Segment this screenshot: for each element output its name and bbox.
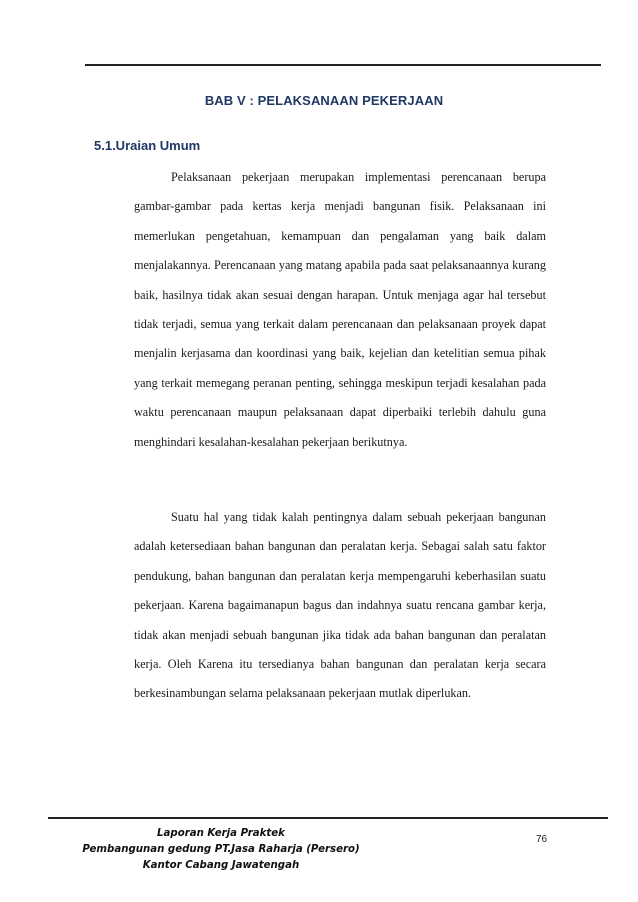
footer-line-2: Pembangunan gedung PT.Jasa Raharja (Persero) (82, 844, 360, 855)
footer-rule (48, 817, 608, 819)
header-rule (85, 64, 601, 66)
chapter-title: BAB V : PELAKSANAAN PEKERJAAN (204, 93, 444, 108)
paragraph-2-text: Suatu hal yang tidak kalah pentingnya dalam sebuah pekerjaan bangunan adalah ketersediaan bahan bangunan dan peralatan kerja. Sebagai salah satu faktor pendukung, bahan bangunan dan peralatan kerja mempengaruhi keberhasilan suatu pekerjaan. Karena bagaimanapun bagus dan indahnya suatu rencana gambar kerja, tidak akan menjadi sebuah bangunan jika tidak ada bahan bangunan dan peralatan kerja. Oleh Karena itu tersedianya bahan bangunan dan peralatan kerja secara berkesinambungan selama pelaksanaan pekerjaan mutlak diperlukan. (134, 510, 546, 701)
footer-line-1: Laporan Kerja Praktek (157, 828, 285, 839)
paragraph-1-text: Pelaksanaan pekerjaan merupakan implementasi perencanaan berupa gambar-gambar pada kertas kerja menjadi bangunan fisik. Pelaksanaan ini memerlukan pengetahuan, kemampuan dan pengalaman yang baik dalam menjalakannya. Perencanaan yang matang apabila pada saat pelaksanaannya kurang baik, hasilnya tidak akan sesuai dengan harapan. Untuk menjaga agar hal tersebut tidak terjadi, semua yang terkait dalam perencanaan dan pelaksanaan proyek dapat menjalin kerjasama dan koordinasi yang baik, kejelian dan ketelitian semua pihak yang terkait memegang peranan penting, sehingga meskipun terjadi kesalahan pada waktu perencanaan maupun pelaksanaan dapat diperbaiki terlebih dahulu guna menghindari kesalahan-kesalahan pekerjaan berikutnya. (134, 170, 546, 449)
footer-report-title (76, 826, 366, 874)
footer-line-3: Kantor Cabang Jawatengah (142, 860, 300, 871)
paragraph-1 (134, 163, 546, 457)
paragraph-2 (134, 503, 546, 709)
page-number: 76 (536, 834, 548, 845)
section-heading: 5.1.Uraian Umum (94, 138, 201, 153)
